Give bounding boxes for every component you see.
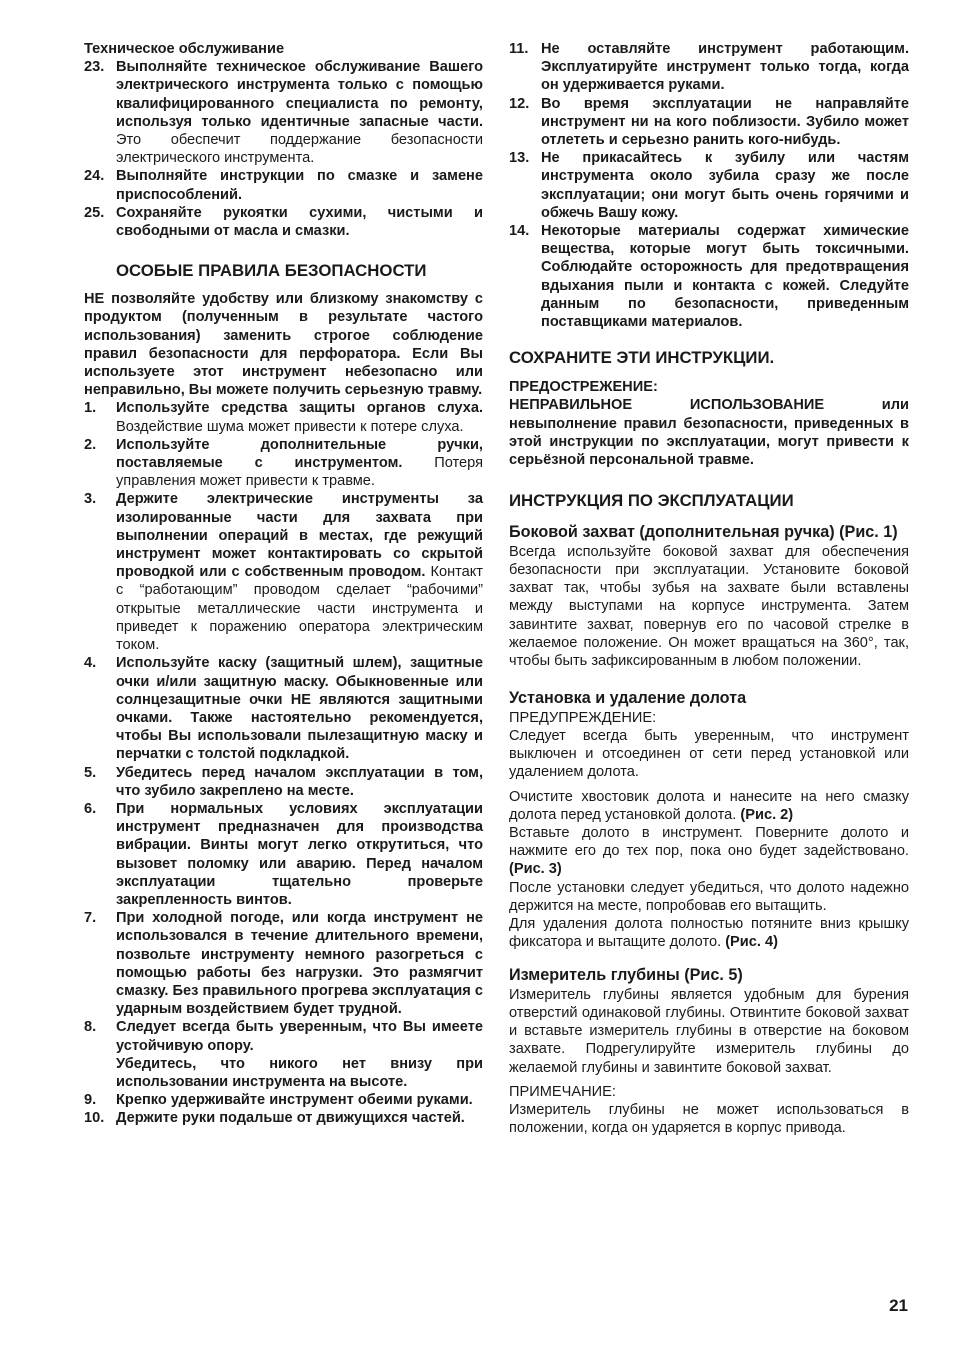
item-number: 14. [509, 223, 530, 240]
item-text [116, 399, 483, 435]
special-rules-heading: ОСОБЫЕ ПРАВИЛА БЕЗОПАСНОСТИ [116, 261, 427, 281]
item-text: Некоторые материалы содержат химические вещества, которые могут быть токсичными. Соблюдайте осторожность для предотвращения вдыхания пыли и контакта с кожей. Следуйте данным по безопасности, приведенным поставщиками материалов. [541, 223, 909, 331]
item-normal-text: Это обеспечит поддержание безопасности электрического инструмента. [116, 132, 483, 167]
list-item-23 [84, 58, 483, 167]
bit-paragraph-4 [509, 915, 909, 951]
bit-paragraph-1-text: Очистите хвостовик долота и нанесите на него смазку долота перед установкой долота. [509, 788, 909, 823]
item-number: 1. [84, 400, 97, 417]
item-text-part-a: Следует всегда быть уверенным, что Вы имеете устойчивую опору. [116, 1019, 483, 1054]
item-text: Выполняйте инструкции по смазке и замене приспособлений. [116, 168, 483, 203]
bit-paragraph-2-text: Вставьте долото в инструмент. Поверните долото и нажмите его до тех пор, пока оно будет задействовано. [509, 824, 909, 860]
caution-text: НЕПРАВИЛЬНОЕ ИСПОЛЬЗОВАНИЕ или невыполнение правил безопасности, приведенных в этой инструкции по эксплуатации, могут привести к серьёзной персональной травме. [509, 397, 909, 469]
item-number: 11. [509, 41, 529, 57]
list-item-13 [509, 149, 909, 222]
item-normal-text: Контакт с “работающим” проводом сделает “рабочими” открытые металлические части инструмента и приведет к поражению оператора электрическим током. [116, 564, 483, 654]
figure-reference: (Рис. 3) [509, 861, 562, 878]
list-item-24 [84, 167, 483, 203]
list-item-14 [509, 222, 909, 331]
item-number: 23. [84, 59, 105, 76]
list-item-3 [84, 490, 483, 654]
list-item-6 [84, 800, 483, 909]
list-item-8 [84, 1018, 483, 1091]
bit-paragraph-3: После установки следует убедиться, что долото надежно держится на месте, попробовав его вытащить. [509, 879, 909, 914]
list-item-2 [84, 436, 483, 491]
list-item-1 [84, 399, 483, 435]
page-number: 21 [889, 1296, 908, 1315]
item-text: Крепко удерживайте инструмент обеими руками. [116, 1092, 473, 1109]
item-text: Используйте каску (защитный шлем), защитные очки и/или защитную маску. Обыкновенные или солнцезащитные очки НЕ являются защитными очками. Также настоятельно рекомендуется, чтобы Вы использовали пылезащитную маску и перчатки с толстой подкладкой. [116, 655, 483, 763]
bit-paragraph-4-text: Для удаления долота полностью потяните вниз крышку фиксатора и вытащите долото. [509, 915, 909, 951]
item-number: 4. [84, 655, 97, 672]
item-text [116, 58, 483, 167]
list-item-4 [84, 654, 483, 763]
item-normal-text: Потеря управления может привести к травме. [116, 455, 483, 490]
list-item-5 [84, 764, 483, 800]
item-number: 9. [84, 1092, 97, 1109]
item-text: При холодной погоде, или когда инструмент не использовался в течение длительного времени, позвольте инструменту немного разогреться с помощью работы без нагрузки. Это размягчит смазку. Без правильного прогрева эксплуатация с ударным воздействием будет трудной. [116, 910, 483, 1018]
item-bold-text: Держите электрические инструменты за изолированные части для захвата при выполнении операций в местах, где режущий инструмент может контактировать со скрытой проводкой или с собственным проводом. [116, 491, 483, 581]
item-number: 8. [84, 1019, 97, 1036]
warning-label: ПРЕДУПРЕЖДЕНИЕ: [509, 709, 657, 726]
left-column [84, 40, 483, 1128]
maintenance-title: Техническое обслуживание [84, 41, 285, 57]
figure-reference: (Рис. 2) [736, 806, 794, 823]
item-text: Не оставляйте инструмент работающим. Эксплуатируйте инструмент только тогда, когда он удерживается руками. [541, 41, 909, 94]
side-grip-text: Всегда используйте боковой захват для обеспечения безопасности при эксплуатации. Установите боковой захват так, чтобы зубья на захвате были вставлены между выступами на корпусе инструмента. Затем завинтите захват, повернув его по часовой стрелке в желаемое положение. Он может вращаться на 360°, так, чтобы быть зафиксированным в любом положении. [509, 543, 909, 669]
item-bold-text: Используйте дополнительные ручки, поставляемые с инструментом. [116, 436, 483, 472]
list-item-25 [84, 204, 483, 240]
list-item-11 [509, 40, 909, 95]
save-instructions-heading: СОХРАНИТЕ ЭТИ ИНСТРУКЦИИ. [509, 348, 775, 368]
item-text [116, 490, 483, 654]
depth-gauge-heading: Измеритель глубины (Рис. 5) [509, 966, 743, 985]
item-number: 24. [84, 168, 105, 185]
list-item-7 [84, 909, 483, 1018]
item-text: При нормальных условиях эксплуатации инструмент предназначен для производства вибрации. Винты могут легко открутиться, что вызовет поломку или аварию. Перед началом эксплуатации тщательно проверьте закрепленность винтов. [116, 800, 483, 908]
item-number: 10. [84, 1110, 105, 1127]
caution-label: ПРЕДОСТРЕЖЕНИЕ: [509, 379, 658, 396]
item-number: 2. [84, 436, 97, 453]
item-text: Сохраняйте рукоятки сухими, чистыми и свободными от масла и смазки. [116, 204, 483, 240]
item-number: 7. [84, 910, 97, 927]
side-grip-heading: Боковой захват (дополнительная ручка) (Рис. 1) [509, 523, 898, 542]
item-number: 5. [84, 764, 97, 781]
item-number: 25. [84, 204, 105, 221]
item-text [116, 436, 483, 491]
list-item-10 [84, 1109, 483, 1127]
note-label: ПРИМЕЧАНИЕ: [509, 1083, 616, 1100]
list-item-12 [509, 95, 909, 150]
item-normal-text: Воздействие шума может привести к потере слуха. [116, 418, 464, 435]
bit-install-heading: Установка и удаление долота [509, 689, 747, 708]
item-text [116, 1018, 483, 1091]
note-text: Измеритель глубины не может использоваться в положении, когда он ударяется в корпус привода. [509, 1102, 909, 1137]
special-rules-intro: НЕ позволяйте удобству или близкому знакомству с продуктом (полученным в результате частого использования) заменить строгое соблюдение правил безопасности для перфоратора. Если Вы используете этот инструмент небезопасно или неправильно, Вы можете получить серьезную травму. [84, 291, 483, 399]
item-number: 13. [509, 150, 530, 167]
figure-reference: (Рис. 4) [721, 934, 778, 951]
bit-paragraph-2 [509, 824, 909, 879]
item-text: Убедитесь перед началом эксплуатации в том, что зубило закреплено на месте. [116, 764, 483, 799]
item-text: Держите руки подальше от движущихся частей. [116, 1110, 465, 1127]
item-text-part-b: Убедитесь, что никого нет внизу при использовании инструмента на высоте. [116, 1055, 483, 1090]
item-text: Не прикасайтесь к зубилу или частям инструмента около зубила сразу же после эксплуатации; они могут быть очень горячими и обжечь Вашу кожу. [541, 150, 909, 221]
item-number: 12. [509, 95, 530, 112]
operating-instructions-heading: ИНСТРУКЦИЯ ПО ЭКСПЛУАТАЦИИ [509, 491, 794, 511]
item-bold-text: Используйте средства защиты органов слуха. [116, 400, 483, 417]
item-number: 3. [84, 491, 97, 508]
depth-gauge-text: Измеритель глубины является удобным для бурения отверстий одинаковой глубины. Отвинтите боковой захват и вставьте измеритель глубины в отверстие на боковом захвате. Подрегулируйте измеритель глубины до желаемой глубины и завинтите боковой захват. [509, 986, 909, 1076]
warning-text: Следует всегда быть уверенным, что инструмент выключен и отсоединен от сети перед установкой или удалением долота. [509, 727, 909, 781]
item-text: Во время эксплуатации не направляйте инструмент ни на кого поблизости. Зубило может отлететь и серьезно ранить кого-нибудь. [541, 95, 909, 149]
bit-paragraph-1 [509, 788, 909, 824]
right-column [509, 40, 909, 1137]
list-item-9 [84, 1091, 483, 1109]
item-bold-text: Выполняйте техническое обслуживание Вашего электрического инструмента только с помощью квалифицированного специалиста по ремонту, используя только идентичные запасные части. [116, 59, 483, 130]
item-number: 6. [84, 800, 97, 817]
